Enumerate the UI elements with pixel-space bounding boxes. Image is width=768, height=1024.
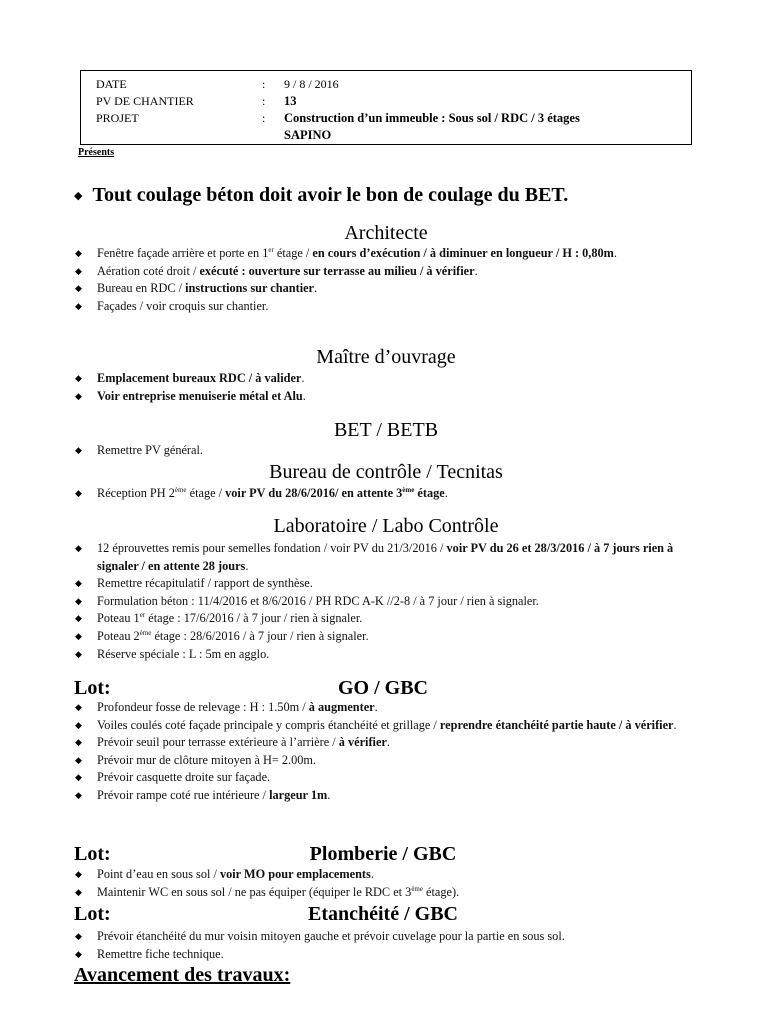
colon: :: [262, 111, 266, 125]
item-text: Poteau 1: [97, 611, 140, 626]
list-item: [74, 752, 694, 770]
item-text: Réception PH 2: [97, 486, 175, 500]
item-bold-text: en cours d’exécution / à diminuer en longueur / H : 0,80m: [312, 246, 614, 260]
item-text: Formulation béton : 11/4/2016 et 8/6/2016 / PH RDC A-K //2-8 / à 7 jour / rien à signaler.: [97, 593, 539, 608]
item-text: .: [301, 371, 305, 385]
item-text: Prévoir étanchéité du mur voisin mitoyen gauche et prévoir cuvelage pour la partie en sous sol.: [97, 929, 565, 943]
list-item: [74, 787, 694, 805]
item-text: Poteau 2: [97, 628, 140, 643]
item-text: Remettre récapitulatif / rapport de synthèse.: [97, 576, 313, 591]
item-text: .: [374, 700, 378, 714]
item-superscript: ème: [139, 628, 152, 637]
list-item: [74, 593, 694, 611]
list-item: [74, 442, 694, 460]
colon: :: [262, 77, 266, 91]
lot-title-etancheite: Etanchéité / GBC: [308, 903, 458, 925]
item-text: Réserve spéciale : L : 5m en agglo.: [97, 646, 270, 661]
item-bold-text: reprendre étanchéité partie haute / à vérifier: [439, 717, 674, 732]
list-plomberie: [74, 866, 694, 901]
list-maitre-ouvrage: [74, 370, 694, 405]
item-bold-text: Voir entreprise menuiserie métal et Alu: [97, 388, 303, 403]
section-title-architecte: Architecte: [344, 222, 428, 244]
item-text: Prévoir casquette droite sur façade.: [97, 770, 271, 785]
item-bold-text: à augmenter: [308, 700, 375, 714]
presents-heading: Présents: [78, 147, 115, 158]
item-text: Profondeur fosse de relevage : H : 1.50m /: [97, 700, 309, 714]
colon: :: [262, 94, 266, 108]
item-text: Prévoir mur de clôture mitoyen à H= 2.00m.: [97, 752, 317, 767]
main-point-text: Tout coulage béton doit avoir le bon de coulage du BET.: [92, 184, 569, 206]
list-bureau-controle: [74, 485, 694, 503]
item-superscript: ème: [411, 884, 423, 893]
item-text: étage /: [273, 246, 313, 260]
item-text: .: [673, 717, 677, 732]
item-text: Prévoir rampe coté rue intérieure /: [97, 787, 270, 802]
item-bold-text: voir MO pour emplacements: [219, 867, 371, 881]
item-text: .: [327, 787, 331, 802]
list-item: [74, 575, 694, 593]
date-label: DATE: [96, 77, 127, 91]
item-text: Fenêtre façade arrière et porte en 1: [97, 246, 269, 260]
lot-label: Lot:: [74, 903, 111, 925]
item-text: .: [386, 735, 390, 750]
list-laboratoire: [74, 540, 694, 663]
projet-value: Construction d’un immeuble : Sous sol / RDC / 3 étages: [284, 111, 580, 125]
list-item: [74, 370, 694, 388]
item-text: Prévoir seuil pour terrasse extérieure à l’arrière /: [97, 735, 339, 750]
section-title-bureau-controle: Bureau de contrôle / Tecnitas: [269, 461, 503, 483]
item-bold-text: voir PV du 28/6/2016/ en attente 3: [225, 486, 403, 500]
item-text: .: [444, 486, 448, 500]
projet-row: [96, 110, 580, 127]
item-text: Voiles coulés coté façade principale y compris étanchéité et grillage /: [97, 717, 440, 732]
list-go: [74, 699, 694, 805]
list-item: [74, 866, 694, 884]
item-superscript: er: [139, 611, 146, 620]
item-superscript: ème: [174, 485, 187, 494]
header-table: [80, 70, 692, 145]
section-title-bet: BET / BETB: [333, 419, 439, 441]
list-item: [74, 388, 694, 406]
item-text: étage : 28/6/2016 / à 7 jour / rien à signaler.: [151, 628, 369, 643]
list-item: [74, 769, 694, 787]
pv-label: PV DE CHANTIER: [96, 94, 194, 108]
list-item: [74, 717, 694, 735]
avancement-heading: Avancement des travaux:: [74, 964, 291, 986]
section-title-maitre-ouvrage: Maître d’ouvrage: [316, 346, 456, 368]
item-text: .: [245, 558, 249, 573]
item-text: étage /: [186, 486, 226, 500]
item-text: 12 éprouvettes remis pour semelles fondation / voir PV du 21/3/2016 /: [97, 541, 447, 555]
item-superscript: ème: [402, 485, 415, 494]
list-etancheite: [74, 928, 694, 963]
item-bold-text: exécuté : ouverture sur terrasse au milieu / à vérifier: [199, 263, 475, 278]
item-text: Façades / voir croquis sur chantier.: [97, 298, 269, 313]
item-text: Remettre PV général.: [97, 443, 203, 457]
list-item: [74, 280, 694, 298]
lot-label: Lot:: [74, 843, 111, 865]
projet-name: SAPINO: [284, 128, 332, 142]
item-text: .: [314, 281, 318, 296]
projet-label: PROJET: [96, 111, 139, 125]
item-text: .: [613, 246, 617, 260]
item-superscript: er: [268, 245, 274, 254]
main-point: [74, 184, 568, 207]
item-text: étage : 17/6/2016 / à 7 jour / rien à signaler.: [145, 611, 363, 626]
list-item: [74, 699, 694, 717]
pv-value: 13: [284, 94, 297, 108]
diamond-bullet-icon: ◆: [74, 190, 83, 202]
list-item: [74, 540, 694, 575]
pv-row: [96, 93, 297, 110]
list-architecte: [74, 245, 694, 315]
item-bold-text: largeur 1m: [269, 787, 328, 802]
list-item: [74, 646, 694, 664]
item-bold-text: voir PV du 26 et 28/3/2016 / à 7 jours rien à signaler / en attente 28 jours: [97, 541, 674, 573]
list-item: [74, 628, 694, 646]
item-bold-text: instructions sur chantier: [185, 281, 315, 296]
item-text: étage).: [422, 884, 460, 899]
list-item: [74, 610, 694, 628]
item-bold-text: à vérifier: [338, 735, 387, 750]
lot-label: Lot:: [74, 677, 111, 699]
date-row: [96, 76, 339, 93]
list-item: [74, 884, 694, 902]
projet-row-2: [284, 127, 331, 144]
item-text: Aération coté droit /: [97, 263, 200, 278]
list-item: [74, 298, 694, 316]
lot-title-go: GO / GBC: [337, 677, 428, 699]
list-bet: [74, 442, 694, 460]
lot-title-plomberie: Plomberie / GBC: [309, 843, 457, 865]
list-item: [74, 946, 694, 964]
date-value: 9 / 8 / 2016: [284, 77, 339, 91]
list-item: [74, 928, 694, 946]
item-text: .: [302, 388, 306, 403]
list-item: [74, 734, 694, 752]
item-text: .: [474, 263, 478, 278]
item-text: Remettre fiche technique.: [97, 946, 224, 961]
item-text: Bureau en RDC /: [97, 281, 186, 296]
item-bold-text: Emplacement bureaux RDC / à valider: [97, 371, 302, 385]
item-text: Maintenir WC en sous sol / ne pas équiper (équiper le RDC et 3: [97, 884, 412, 899]
list-item: [74, 245, 694, 263]
item-text: .: [370, 867, 374, 881]
item-text: Point d’eau en sous sol /: [97, 867, 220, 881]
list-item: [74, 263, 694, 281]
list-item: [74, 485, 694, 503]
item-bold-text: étage: [414, 486, 445, 500]
section-title-laboratoire: Laboratoire / Labo Contrôle: [273, 515, 499, 537]
